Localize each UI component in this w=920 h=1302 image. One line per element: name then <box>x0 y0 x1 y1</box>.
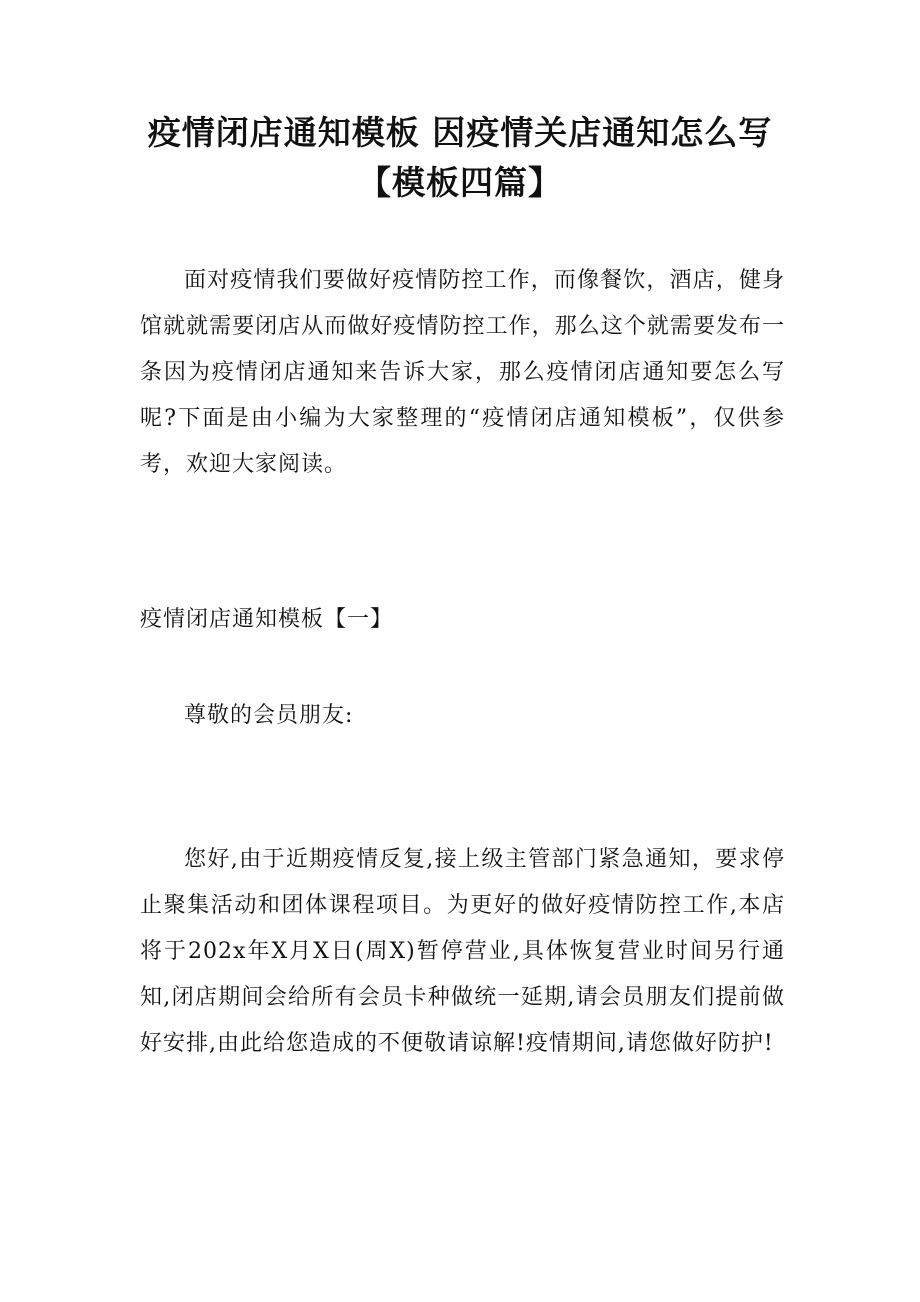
salutation: 尊敬的会员朋友: <box>184 703 354 728</box>
intro-paragraph: 面对疫情我们要做好疫情防控工作，而像餐饮，酒店，健身馆就就需要闭店从而做好疫情防控工作，那么这个就需要发布一条因为疫情闭店通知来告诉大家，那么疫情闭店通知要怎么写呢?下面是由小编为大家整理的“疫情闭店通知模板”，仅供参考，欢迎大家阅读。 <box>140 268 785 477</box>
title-line-1: 疫情闭店通知模板 因疫情关店通知怎么写 <box>147 113 773 152</box>
document-title <box>60 108 860 208</box>
section-heading: 疫情闭店通知模板【一】 <box>140 607 394 632</box>
notice-body-paragraph: 您好,由于近期疫情反复,接上级主管部门紧急通知，要求停止聚集活动和团体课程项目。为更好的做好疫情防控工作,本店将于202x年X月X日(周X)暂停营业,具体恢复营业时间另行通知,闭店期间会给所有会员卡种做统一延期,请会员朋友们提前做好安排,由此给您造成的不便敬请谅解!疫情期间,请您做好防护! <box>140 847 785 1056</box>
title-line-2: 【模板四篇】 <box>358 163 562 202</box>
